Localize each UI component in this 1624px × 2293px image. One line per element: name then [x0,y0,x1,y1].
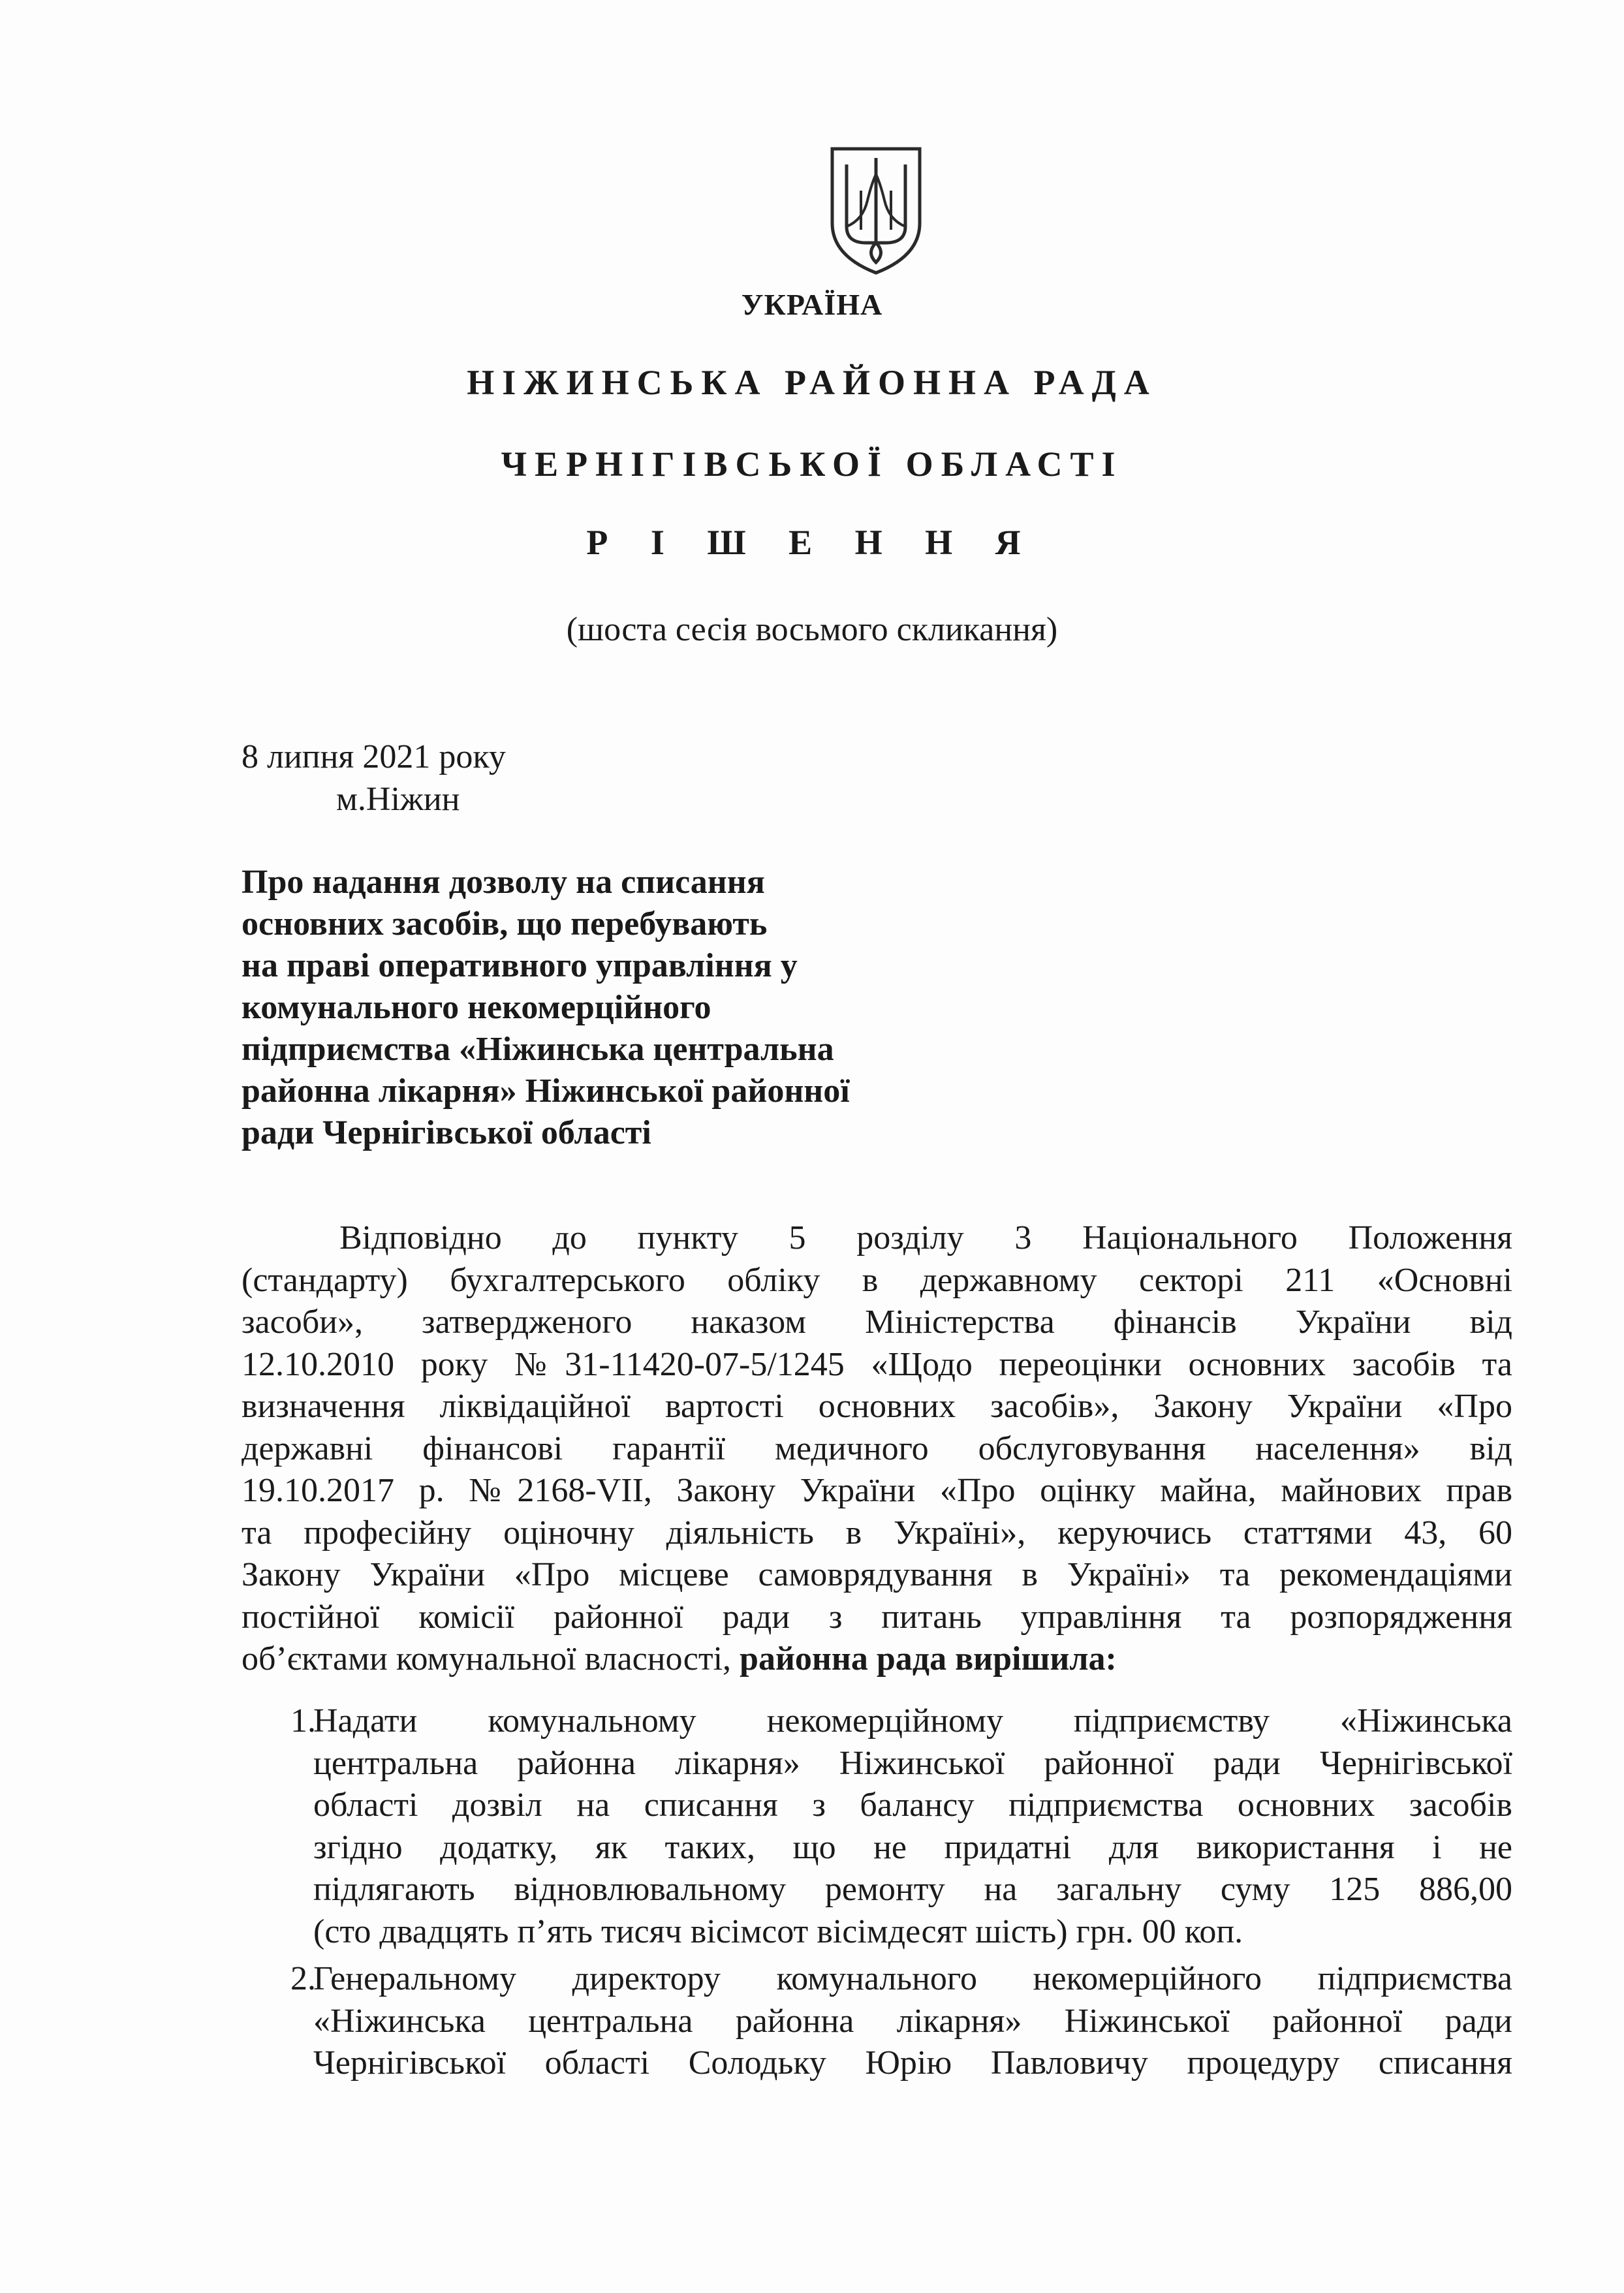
session-subtitle: (шоста сесія восьмого скликання) [566,611,1058,648]
subject-line: основних засобів, що перебувають [242,905,768,943]
item-line: центральна районна лікарня» Ніжинської районної ради Чернігівської [313,1744,1512,1782]
preamble-line: Закону України «Про місцеве самоврядування в Україні» та рекомендаціями [242,1556,1512,1593]
item-line: Чернігівської області Солодьку Юрію Павловичу процедуру списання [313,2044,1512,2082]
preamble-line: державні фінансові гарантії медичного обслуговування населення» від [242,1429,1512,1467]
item-line: Надати комунальному некомерційному підприємству «Ніжинська [313,1702,1512,1739]
preamble-line: постійної комісії районної ради з питань управління та розпорядження [242,1598,1512,1636]
preamble-line: засоби», затвердженого наказом Міністерства фінансів України від [242,1303,1512,1341]
item-line: Генеральному директору комунального некомерційного підприємства [313,1960,1512,1997]
preamble-final-text: об’єктами комунальної власності, [242,1640,732,1677]
item-line: підлягають відновлювальному ремонту на загальну суму 125 886,00 [313,1871,1512,1908]
decision-date: 8 липня 2021 року [242,738,506,775]
preamble-paragraph [242,1217,1512,1681]
subject-line: ради Чернігівської області [242,1114,651,1151]
item-number: 2. [290,1960,316,1997]
preamble-line: 12.10.2010 року №31-11420-07-5/1245 «Щодо переоцінки основних засобів та [242,1345,1512,1383]
decision-phrase: районна рада вирішила: [740,1640,1117,1677]
council-heading: НІЖИНСЬКА РАЙОННА РАДА [467,363,1157,402]
region-heading: ЧЕРНІГІВСЬКОЇ ОБЛАСТІ [501,445,1123,484]
subject-line: підприємства «Ніжинська центральна [242,1031,834,1068]
item-line: (сто двадцять п’ять тисяч вісімсот вісімдесят шість) грн. 00 коп. [313,1912,1243,1950]
preamble-line: визначення ліквідаційної вартості основних засобів», Закону України «Про [242,1388,1512,1425]
preamble-final-line [242,1638,1512,1681]
country-heading: УКРАЇНА [741,288,883,321]
decision-city: м.Ніжин [336,781,460,818]
preamble-line: та професійну оціночну діяльність в Україні», керуючись статтями 43, 60 [242,1514,1512,1552]
item-number: 1. [290,1702,316,1739]
preamble-line: Відповідно до пункту 5 розділу 3 Національного Положення [339,1219,1512,1256]
item-line: згідно додатку, як таких, що не придатні для використання і не [313,1828,1512,1866]
subject-line: Про надання дозволу на списання [242,864,765,901]
document-type-heading: Р І Ш Е Н Н Я [586,523,1038,562]
decision-items [242,1700,1512,2090]
item-line: «Ніжинська центральна районна лікарня» Ніжинської районної ради [313,2002,1512,2040]
subject-line: районна лікарня» Ніжинської районної [242,1072,850,1110]
subject-line: на праві оперативного управління у [242,947,798,984]
preamble-line: 19.10.2017 р. №2168-VII, Закону України «Про оцінку майна, майнових прав [242,1472,1512,1509]
decision-item [242,1958,1512,2085]
item-line: області дозвіл на списання з балансу підприємства основних засобів [313,1786,1512,1824]
trident-emblem-icon [827,145,925,275]
subject-line: комунального некомерційного [242,989,711,1026]
preamble-line: (стандарту) бухгалтерського обліку в державному секторі 211 «Основні [242,1261,1512,1299]
decision-subject [242,862,1025,1154]
decision-item [242,1700,1512,1953]
